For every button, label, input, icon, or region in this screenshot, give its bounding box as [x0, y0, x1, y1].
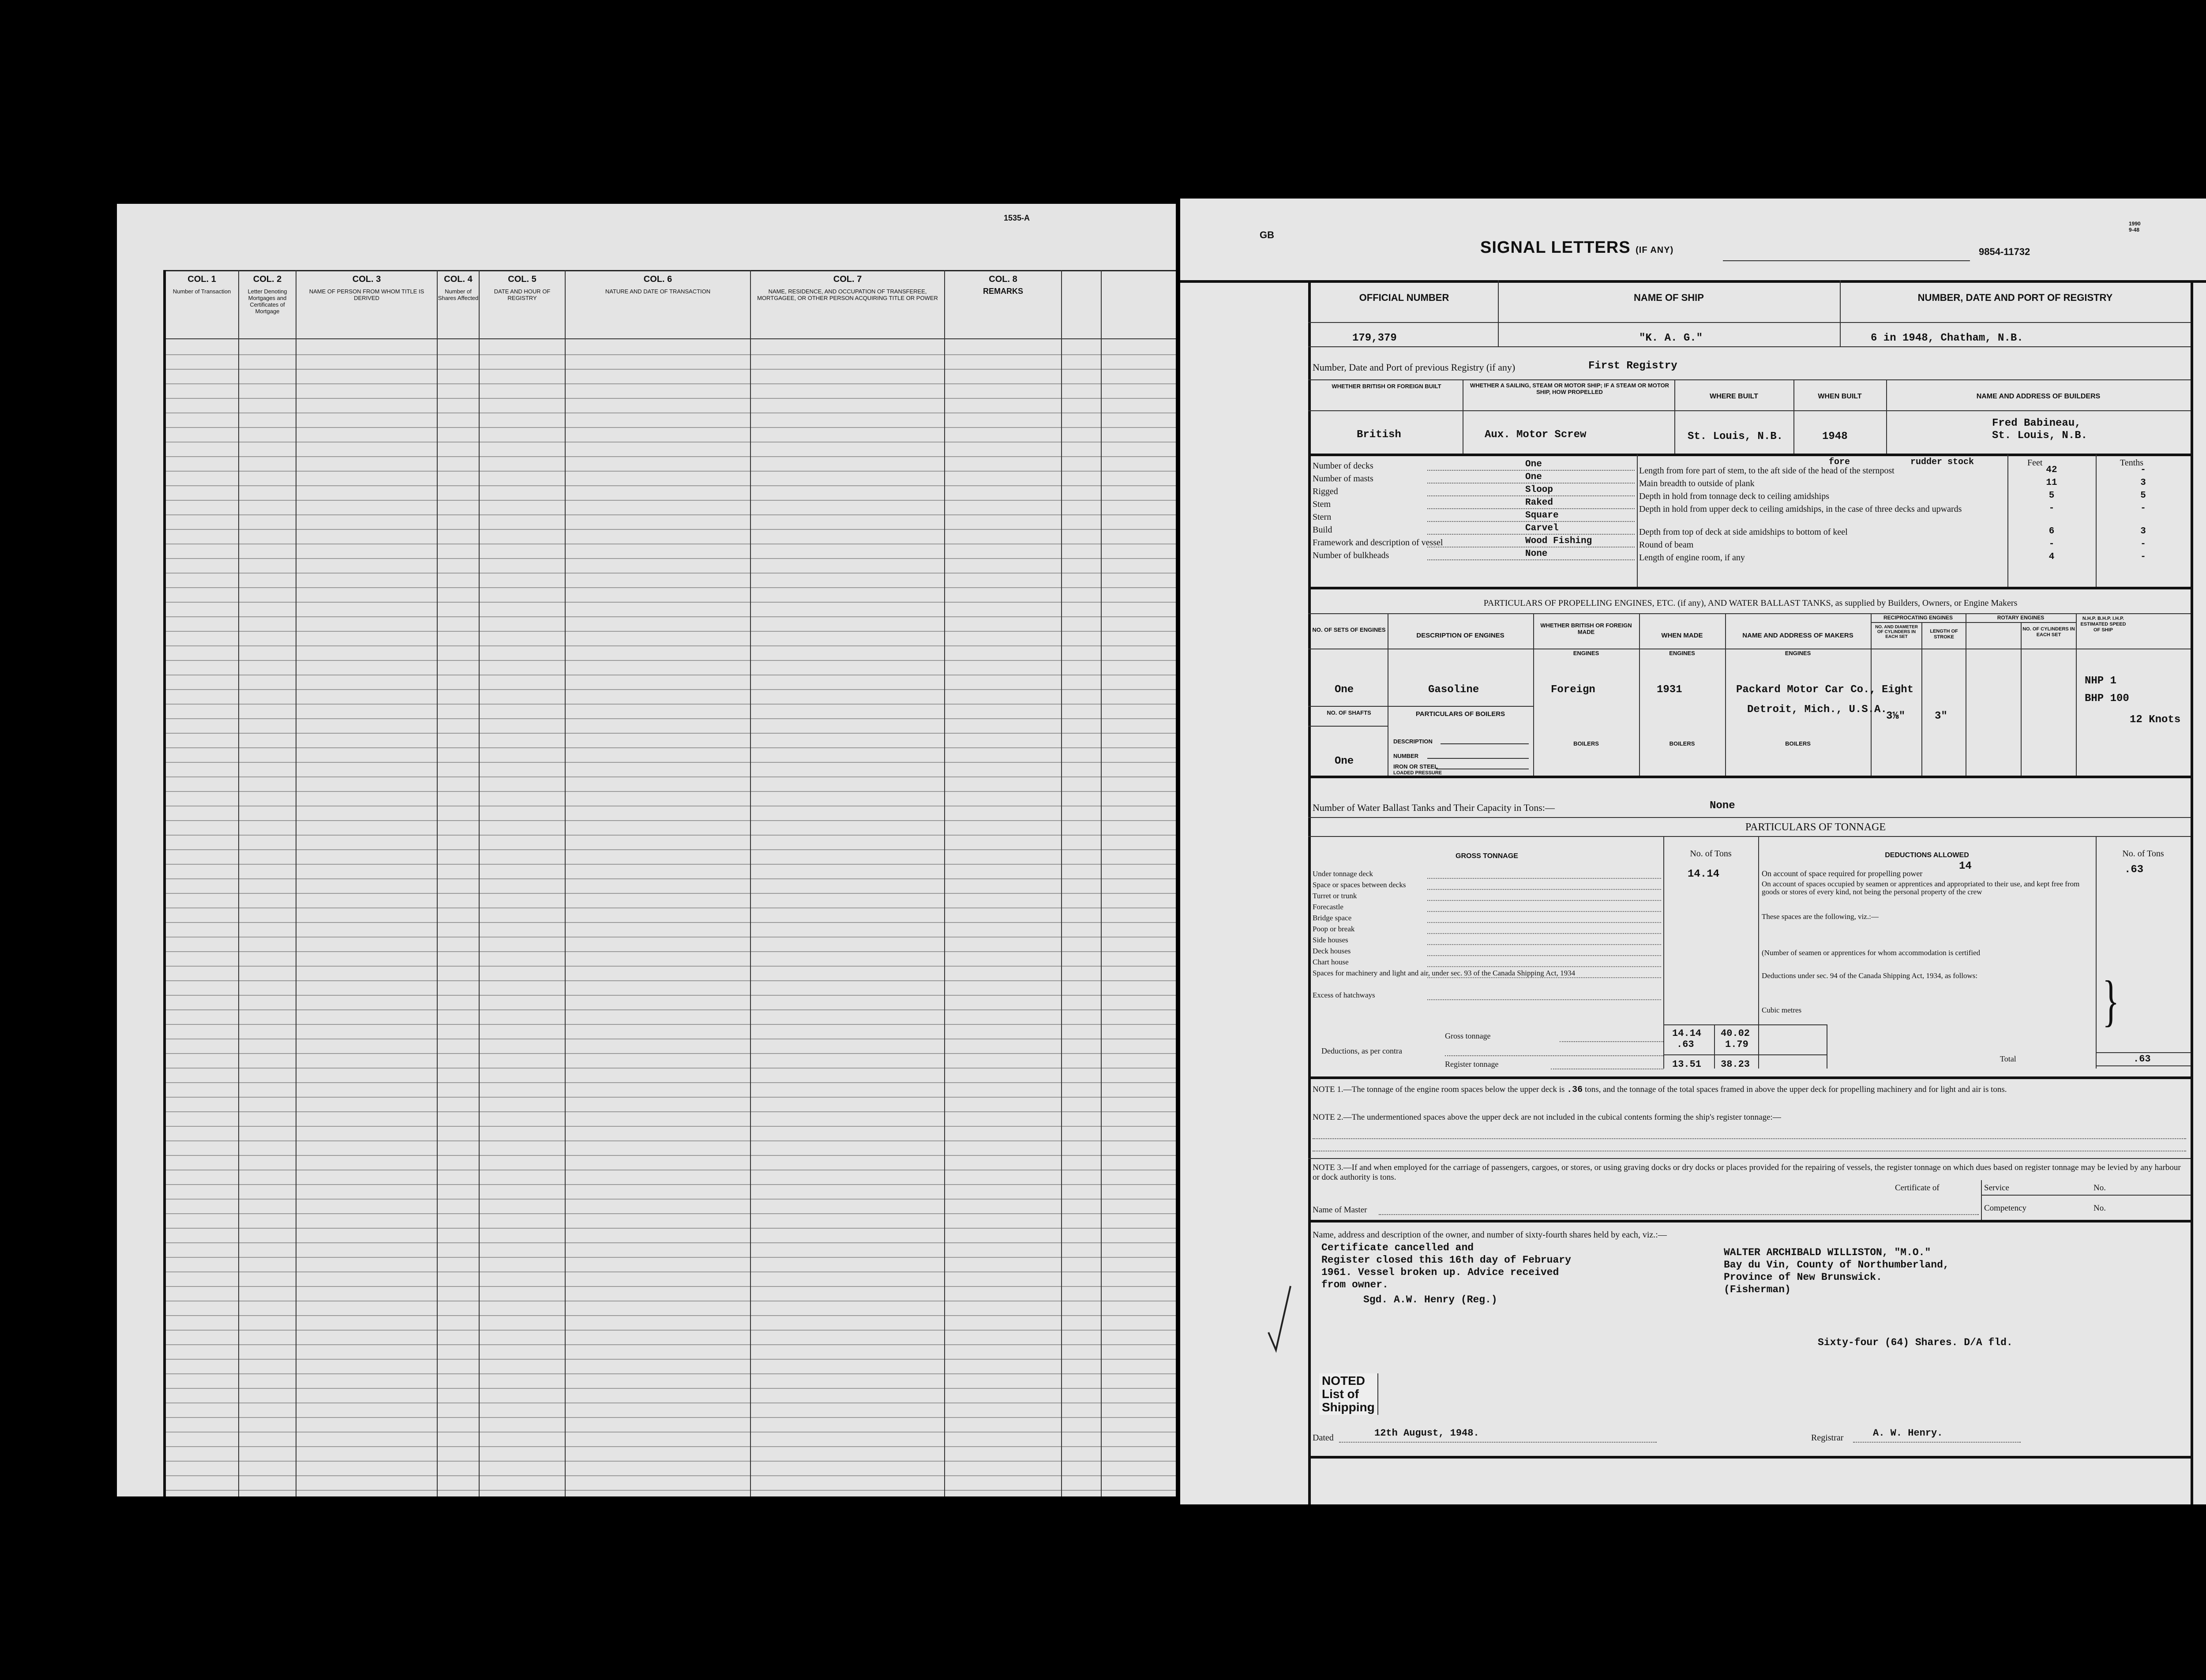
particular-label: Framework and description of vessel	[1313, 538, 1443, 548]
gross-row-label: Deck houses	[1313, 947, 1351, 955]
col-3-header: COL. 3 NAME OF PERSON FROM WHOM TITLE IS DERIVED	[309, 274, 424, 301]
note-1: NOTE 1.—The tonnage of the engine room spaces below the upper deck is .36 tons, and the tonnage of the total spaces framed in above the upper deck for propelling machinery and for light and air is tons.	[1313, 1085, 2007, 1095]
particular-label: Stern	[1313, 512, 1332, 522]
boilers-label: PARTICULARS OF BOILERS	[1415, 710, 1505, 718]
deductions-contra-label: Deductions, as per contra	[1321, 1046, 1402, 1055]
competency-label: Competency	[1984, 1204, 2027, 1213]
stroke-length: 3"	[1935, 710, 1947, 722]
gross-row-label: Bridge space	[1313, 914, 1352, 922]
engine-maker: Packard Motor Car Co.,	[1736, 684, 1876, 696]
corner-date: 1990 9-48	[2129, 221, 2141, 233]
engine-desc-label: DESCRIPTION OF ENGINES	[1416, 632, 1504, 639]
engines-sub-2: ENGINES	[1669, 650, 1695, 656]
tonnage-title: PARTICULARS OF TONNAGE	[1745, 821, 1886, 833]
particular-value: Raked	[1525, 498, 1553, 508]
ledger-ruled-lines	[165, 341, 1176, 1496]
stroke-label: LENGTH OF STROKE	[1930, 629, 1958, 640]
dimension-feet: 5	[2048, 491, 2055, 501]
particular-value: Sloop	[1525, 485, 1553, 495]
engines-sub: ENGINES	[1573, 650, 1599, 656]
gross-row-label: Side houses	[1313, 936, 1348, 944]
official-number: 179,379	[1352, 332, 1397, 344]
boiler-pressure-label: LOADED PRESSURE	[1393, 770, 1442, 776]
no-tons-label: No. of Tons	[1690, 849, 1732, 859]
gross-row-label: Under tonnage deck	[1313, 870, 1373, 878]
particular-label: Build	[1313, 525, 1332, 535]
particular-label: Number of decks	[1313, 461, 1373, 471]
deductions-tons: .63	[1677, 1039, 1694, 1050]
certificate-of: Certificate of	[1895, 1183, 1940, 1192]
gross-row-label: Forecastle	[1313, 903, 1343, 911]
owners-label: Name, address and description of the owner, and number of sixty-fourth shares held by each, viz.:—	[1313, 1230, 1667, 1240]
dimension-label: Depth from top of deck at side amidships to bottom of keel	[1639, 527, 1848, 537]
gross-tons: 14.14	[1672, 1028, 1702, 1039]
boiler-iron-label: IRON OR STEEL	[1393, 763, 1438, 770]
note-3: NOTE 3.—If and when employed for the carriage of passengers, cargoes, or stores, or using graving docks or dry docks or places provided for the repairing of vessels, the register tonnage on which dues based on register tonnage may be levied by any harbour or dock authority is tons.	[1313, 1163, 2181, 1182]
foreign-made-label: WHETHER BRITISH OR FOREIGN MADE	[1540, 622, 1632, 635]
nhp-value: NHP 1	[2085, 675, 2117, 687]
dimension-feet: 4	[2048, 552, 2055, 562]
registrar-value: A. W. Henry.	[1873, 1428, 1943, 1439]
registry-label: NUMBER, DATE AND PORT OF REGISTRY	[1917, 292, 2113, 303]
where-built-label: WHERE BUILT	[1710, 393, 1758, 400]
sec94-label: Deductions under sec. 94 of the Canada Shipping Act, 1934, as follows:	[1762, 971, 1978, 980]
col-8-header: COL. 8 REMARKS	[983, 274, 1023, 296]
particular-value: None	[1525, 549, 1548, 559]
dimension-feet: 6	[2048, 526, 2055, 536]
builder-address: St. Louis, N.B.	[1992, 430, 2088, 442]
form-number: 1535-A	[1004, 214, 1030, 222]
cancellation-note: Certificate cancelled and Register closed this 16th day of February 1961. Vessel broken up. Advice received from owner. Sgd. A.W. Henry (Reg.)	[1321, 1242, 1571, 1305]
ship-name: "K. A. G."	[1639, 332, 1703, 344]
dimension-label: Depth in hold from upper deck to ceiling amidships, in the case of three decks and upwards	[1639, 504, 1962, 514]
dimension-label: Length from fore part of stem, to the aft side of the head of the sternpost	[1639, 466, 1895, 476]
particular-value: Carvel	[1525, 523, 1559, 533]
name-of-ship-label: NAME OF SHIP	[1634, 292, 1704, 303]
ballast-label: Number of Water Ballast Tanks and Their Capacity in Tons:—	[1313, 802, 1555, 813]
engine-origin: Foreign	[1551, 684, 1595, 696]
propulsion: Aux. Motor Screw	[1485, 429, 1587, 441]
engine-maker-address: Detroit, Mich., U.S.A.	[1747, 704, 1887, 716]
register-tonnage-label: Register tonnage	[1445, 1060, 1499, 1069]
cubic-metres-label: Cubic metres	[1762, 1006, 1802, 1014]
feet-label: Feet	[2027, 458, 2043, 468]
no-tons-label-2: No. of Tons	[2122, 849, 2164, 859]
cylinders-label: NO. AND DIAMETER OF CYLINDERS IN EACH SET	[1875, 625, 1918, 639]
total-value: .63	[2133, 1054, 2151, 1065]
gross-tonnage-label: Gross tonnage	[1445, 1031, 1491, 1040]
dimension-label: Depth in hold from tonnage deck to ceiling amidships	[1639, 491, 1830, 501]
gross-m3: 40.02	[1721, 1028, 1750, 1039]
when-built: 1948	[1822, 431, 1848, 442]
dimension-tenths: -	[2140, 465, 2146, 475]
col-7-header: COL. 7 NAME, RESIDENCE, AND OCCUPATION OF TRANSFEREE, MORTGAGEE, OR OTHER PERSON ACQUIRING TITLE OR POWER	[757, 274, 938, 301]
british-built-label: WHETHER BRITISH OR FOREIGN BUILT	[1332, 383, 1441, 390]
ballast-value: None	[1710, 800, 1735, 812]
particular-label: Number of bulkheads	[1313, 551, 1389, 560]
boiler-number-label: NUMBER	[1393, 753, 1419, 759]
form-ref: 9854-11732	[1979, 246, 2030, 257]
dimension-feet: -	[2048, 539, 2055, 549]
engines-section-title: PARTICULARS OF PROPELLING ENGINES, ETC. (if any), AND WATER BALLAST TANKS, as supplied by Builders, Owners, or Engine Makers	[1483, 598, 2018, 608]
dated-value: 12th August, 1948.	[1374, 1428, 1479, 1439]
these-spaces: These spaces are the following, viz.:—	[1762, 912, 1879, 921]
particular-value: Square	[1525, 510, 1559, 521]
service-label: Service	[1984, 1183, 2009, 1192]
dimension-tenths: -	[2140, 503, 2146, 514]
col-2-header: COL. 2 Letter Denoting Mortgages and Certificates of Mortgage	[248, 274, 287, 315]
builders-label: NAME AND ADDRESS OF BUILDERS	[1976, 393, 2101, 400]
noted-stamp: NOTED List of Shipping	[1319, 1373, 1378, 1415]
brace: }	[2102, 970, 2120, 1033]
register-tons: 13.51	[1672, 1059, 1702, 1070]
number-seamen: (Number of seamen or apprentices for whom accommodation is certified	[1762, 949, 1981, 957]
dimension-tenths: 3	[2140, 526, 2146, 536]
propelling-tons: .63	[2124, 864, 2144, 876]
shares-held: Sixty-four (64) Shares. D/A fld.	[1818, 1337, 2013, 1348]
hp-label: N.H.P. B.H.P. I.H.P. ESTIMATED SPEED OF SHIP	[2080, 616, 2126, 633]
deductions-title: DEDUCTIONS ALLOWED	[1885, 851, 1969, 859]
dimension-label: Length of engine room, if any	[1639, 553, 1745, 562]
deductions-m3: 1.79	[1725, 1039, 1748, 1050]
sets-label: NO. OF SETS OF ENGINES	[1312, 626, 1386, 633]
rudder-stock-note: rudder stock	[1910, 457, 1974, 467]
col-1-header: COL. 1 Number of Transaction	[173, 274, 231, 295]
dimension-label: Main breadth to outside of plank	[1639, 479, 1755, 488]
engine-type: Gasoline	[1428, 684, 1479, 696]
rotary-cyl-label: NO. OF CYLINDERS IN EACH SET	[2022, 626, 2075, 638]
gross-title: GROSS TONNAGE	[1456, 852, 1518, 860]
seamen-label: On account of spaces occupied by seamen or apprentices and appropriated to their use, and kept free from goods or stores of every kind, not being the personal property of the crew	[1762, 880, 2080, 896]
dated-label: Dated	[1313, 1433, 1334, 1443]
left-ledger-page	[117, 204, 1176, 1496]
engines-sub-3: ENGINES	[1785, 650, 1811, 656]
dimension-feet: 11	[2046, 478, 2057, 488]
previous-registry-label: Number, Date and Port of previous Registry (if any)	[1313, 362, 1516, 373]
makers-label: NAME AND ADDRESS OF MAKERS	[1742, 632, 1853, 639]
official-number-label: OFFICIAL NUMBER	[1359, 292, 1449, 303]
boilers-sub-2: BOILERS	[1669, 740, 1695, 747]
when-made-label: WHEN MADE	[1661, 632, 1703, 639]
recip-label: RECIPROCATING ENGINES	[1883, 615, 1953, 621]
under-deck-tons: 14.14	[1688, 868, 1720, 880]
shafts-label: NO. OF SHAFTS	[1327, 709, 1371, 716]
gross-row-label: Excess of hatchways	[1313, 991, 1375, 999]
fore-note: fore	[1829, 457, 1850, 467]
right-register-page	[1180, 199, 2206, 1504]
engine-sets: One	[1335, 684, 1354, 696]
dimension-tenths: 5	[2140, 491, 2146, 501]
gross-row-label: Poop or break	[1313, 925, 1355, 933]
engine-year: 1931	[1657, 684, 1682, 696]
particular-value: One	[1525, 472, 1542, 482]
dimension-tenths: -	[2140, 552, 2146, 562]
shafts-value: One	[1335, 755, 1354, 767]
boilers-sub: BOILERS	[1573, 740, 1599, 747]
boilers-sub-3: BOILERS	[1785, 740, 1811, 747]
registry-value: 6 in 1948, Chatham, N.B.	[1871, 332, 2023, 344]
owner-details: WALTER ARCHIBALD WILLISTON, "M.O." Bay du Vin, County of Northumberland, Province of New Brunswick. (Fisherman)	[1724, 1247, 1949, 1295]
bhp-value: BHP 100	[2085, 693, 2129, 705]
dimension-tenths: -	[2140, 539, 2146, 549]
total-label: Total	[2000, 1054, 2016, 1063]
col-6-header: COL. 6 NATURE AND DATE OF TRANSACTION	[605, 274, 711, 295]
service-no-label: No.	[2093, 1183, 2106, 1192]
builder-name: Fred Babineau,	[1992, 417, 2081, 429]
note-2: NOTE 2.—The undermentioned spaces above the upper deck are not included in the cubical contents forming the ship's register tonnage:—	[1313, 1113, 1781, 1122]
dimension-tenths: 3	[2140, 478, 2146, 488]
master-label: Name of Master	[1313, 1205, 1367, 1215]
registrar-label: Registrar	[1811, 1433, 1844, 1443]
cylinder-diameter: 3⅛"	[1886, 710, 1906, 722]
check-mark	[1266, 1284, 1293, 1354]
propelling-label: On account of space required for propelling power	[1762, 869, 1923, 878]
corner-code: GB	[1260, 229, 1274, 240]
particular-value: Wood Fishing	[1525, 536, 1592, 546]
dimension-feet: 42	[2046, 465, 2057, 475]
col-4-header: COL. 4 Number of Shares Affected	[438, 274, 479, 301]
gross-row-label: Chart house	[1313, 958, 1349, 966]
speed-value: 12 Knots	[2130, 714, 2181, 726]
when-built-label: WHEN BUILT	[1818, 393, 1862, 400]
boiler-desc-label: DESCRIPTION	[1393, 738, 1433, 745]
rotary-label: ROTARY ENGINES	[1997, 615, 2045, 621]
particular-label: Rigged	[1313, 487, 1338, 496]
gross-row-label: Space or spaces between decks	[1313, 881, 1406, 889]
dimension-feet: -	[2048, 503, 2055, 514]
dimension-label: Round of beam	[1639, 540, 1694, 550]
particular-value: One	[1525, 459, 1542, 469]
tenths-label: Tenths	[2120, 458, 2144, 468]
competency-no-label: No.	[2093, 1204, 2106, 1213]
gross-row-label: Spaces for machinery and light and air, under sec. 93 of the Canada Shipping Act, 1934	[1313, 969, 1576, 977]
where-built: St. Louis, N.B.	[1688, 431, 1783, 442]
signal-letters-title: SIGNAL LETTERS (IF ANY)	[1480, 238, 1674, 257]
propelled-label: WHETHER A SAILING, STEAM OR MOTOR SHIP; IF A STEAM OR MOTOR SHIP, HOW PROPELLED	[1470, 382, 1670, 395]
particular-label: Number of masts	[1313, 474, 1373, 484]
british-built: British	[1357, 429, 1401, 441]
gross-row-label: Turret or trunk	[1313, 892, 1357, 900]
register-m3: 38.23	[1721, 1059, 1750, 1070]
propelling-value: 14	[1959, 860, 1972, 872]
cylinder-count: Eight	[1882, 684, 1914, 696]
col-5-header: COL. 5 DATE AND HOUR OF REGISTRY	[494, 274, 551, 301]
particular-label: Stem	[1313, 499, 1331, 509]
previous-registry: First Registry	[1588, 360, 1677, 372]
